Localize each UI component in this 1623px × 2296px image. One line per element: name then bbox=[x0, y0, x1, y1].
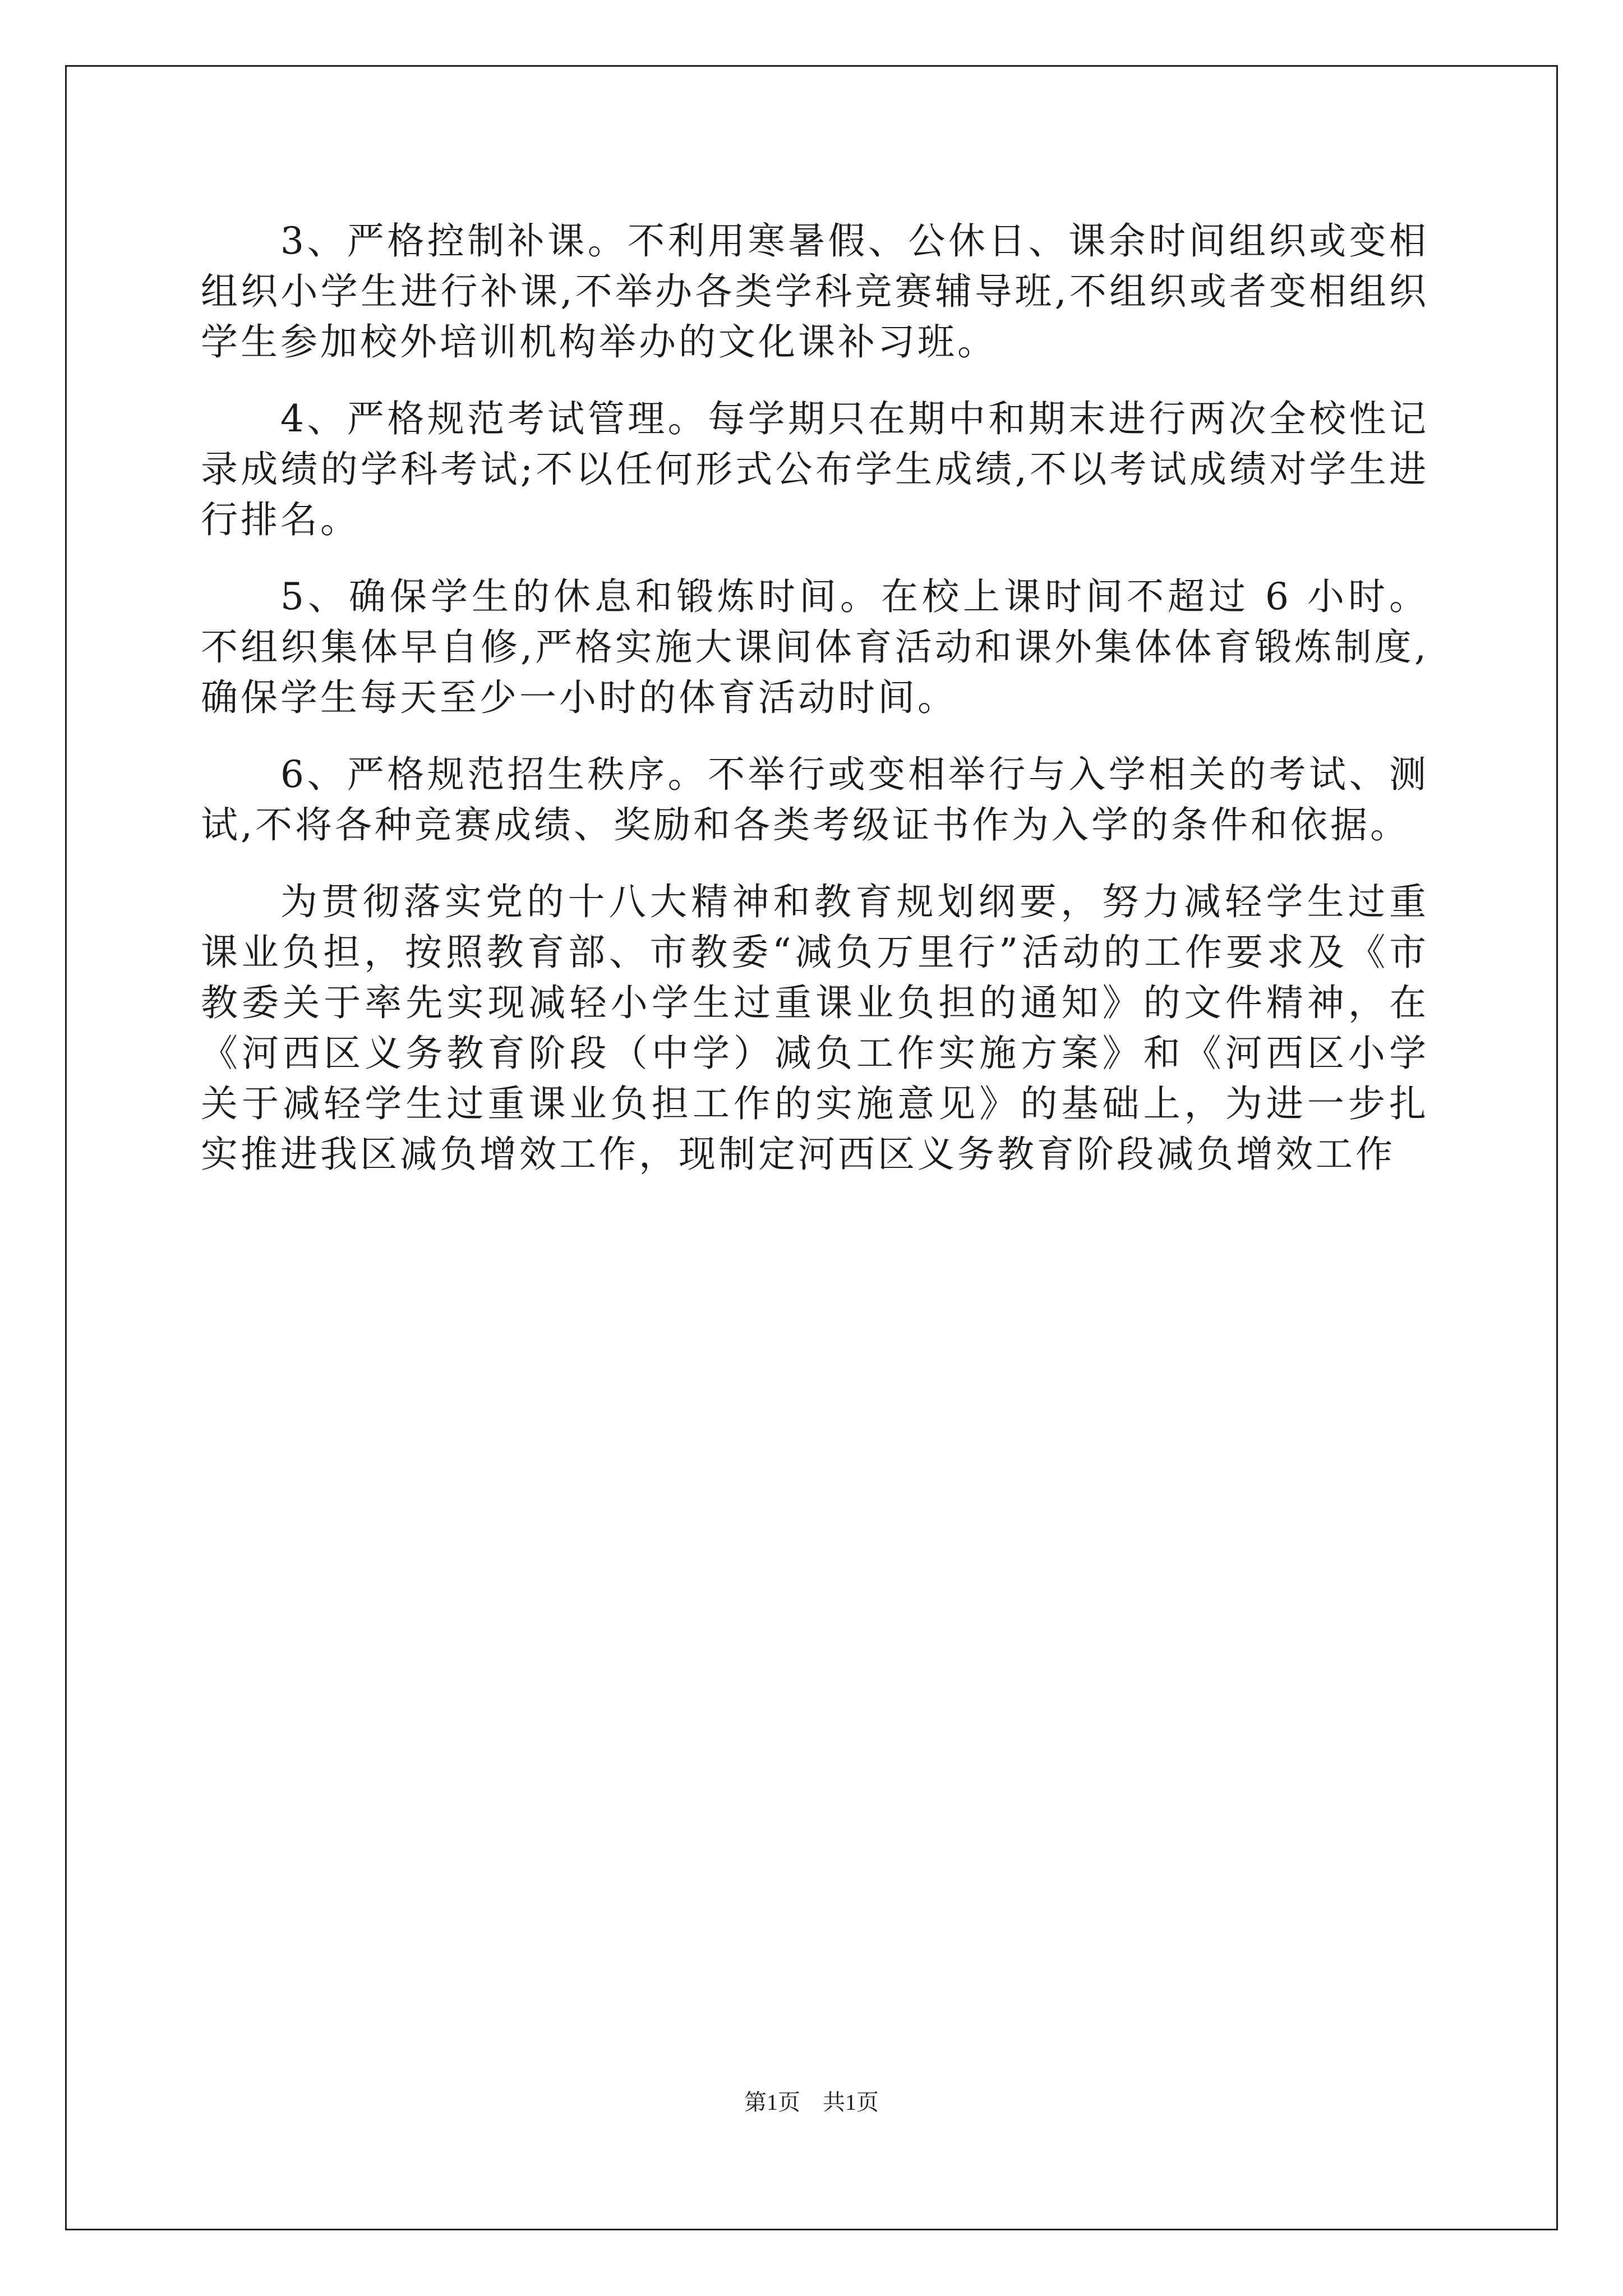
paragraph-3: 3、严格控制补课。不利用寒暑假、公休日、课余时间组织或变相组织小学生进行补课,不举办各类学科竞赛辅导班,不组织或者变相组织学生参加校外培训机构举办的文化课补习班。 bbox=[201, 219, 1429, 364]
paragraph-6: 6、严格规范招生秩序。不举行或变相举行与入学相关的考试、测试,不将各种竞赛成绩、奖励和各类考级证书作为入学的条件和依据。 bbox=[201, 753, 1429, 846]
page-footer bbox=[0, 2088, 1623, 2116]
page-total: 共1页 bbox=[823, 2090, 879, 2115]
paragraph-4: 4、严格规范考试管理。每学期只在期中和期末进行两次全校性记录成绩的学科考试;不以任何形式公布学生成绩,不以考试成绩对学生进行排名。 bbox=[201, 397, 1429, 541]
document-body bbox=[201, 216, 1429, 1180]
paragraph-intro: 为贯彻落实党的十八大精神和教育规划纲要，努力减轻学生过重课业负担，按照教育部、市教委“减负万里行”活动的工作要求及《市教委关于率先实现减轻小学生过重课业负担的通知》的文件精神，在《河西区义务教育阶段（中学）减负工作实施方案》和《河西区小学关于减轻学生过重课业负担工作的实施意见》的基础上，为进一步扎实推进我区减负增效工作，现制定河西区义务教育阶段减负增效工作 bbox=[201, 880, 1429, 1176]
paragraph-5: 5、确保学生的休息和锻炼时间。在校上课时间不超过 6 小时。不组织集体早自修,严格实施大课间体育活动和课外集体体育锻炼制度,确保学生每天至少一小时的体育活动时间。 bbox=[201, 575, 1429, 719]
page-number: 第1页 bbox=[744, 2090, 800, 2115]
